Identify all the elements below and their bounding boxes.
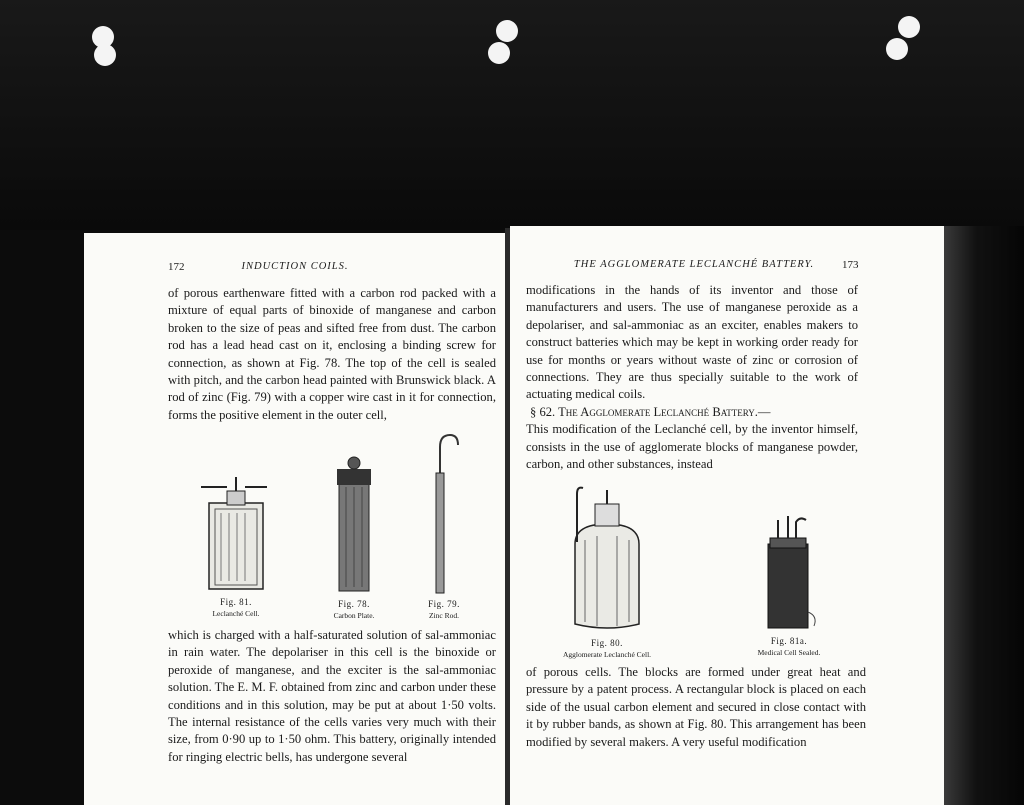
agglomerate-cell-illustration: [565, 484, 649, 634]
figure-subcaption: Medical Cell Sealed.: [757, 648, 821, 657]
figure-79: [414, 433, 474, 620]
pin-mark: [488, 42, 510, 64]
left-page-header: [84, 261, 506, 279]
left-paragraph-bottom: which is charged with a half-saturated solution of sal-ammoniac in rain water. The depolariser in this cell is the binoxide or peroxide of manganese, and the exciter is the sal-ammoniac solution. The E. M. F. obtained from zinc and carbon under these conditions and in this solution, may be put at about 1·50 volts. The internal resistance of the cells varies very much with their size, from 0·90 up to 1·50 ohm. This battery, originally intended for ringing electric bells, has undergone several: [168, 628, 496, 764]
running-head: THE AGGLOMERATE LECLANCHÉ BATTERY.: [573, 259, 815, 270]
pin-mark: [496, 20, 518, 42]
right-page-header: [510, 259, 944, 277]
figure-subcaption: Zinc Rod.: [429, 611, 459, 620]
figure-81a: [734, 512, 844, 657]
scan-edge: [944, 226, 1024, 805]
left-paragraph-top: of porous earthenware fitted with a carbon rod packed with a mixture of equal parts of binoxide of manganese and carbon broken to the size of peas and sifted free from dust. The carbon rod has a lead head cast on it, enclosing a binding screw for connection, as shown at Fig. 78. The top of the cell is sealed with pitch, and the carbon head painted with Brunswick black. A rod of zinc (Fig. 79) with a copper wire cast in it for connection, forms the positive element in the outer cell,: [168, 286, 496, 422]
figure-caption: Fig. 78.: [338, 599, 370, 609]
page-number: 172: [168, 261, 185, 273]
figure-caption: Fig. 79.: [428, 599, 460, 609]
running-head: INDUCTION COILS.: [241, 261, 349, 272]
figure-subcaption: Leclanché Cell.: [212, 609, 260, 618]
figure-subcaption: Agglomerate Leclanché Cell.: [562, 650, 652, 659]
figure-78: [314, 455, 394, 620]
leclanche-cell-illustration: [201, 473, 271, 593]
right-paragraph-bottom: of porous cells. The blocks are formed under great heat and pressure by a patent process. A rectangular block is placed on each side of the usual carbon element and secured in close contact with it by rubber bands, as shown at Fig. 80. This arrangement has been modified by several makers. A very useful modification: [526, 665, 866, 749]
medical-cell-illustration: [754, 512, 824, 632]
right-paragraph-top: modifications in the hands of its inventor and those of manufacturers and users. The use of manganese peroxide as a depolariser, and sal-ammoniac as an exciter, enables makers to construct batteries which may be kept in working order ready for use for months or years without waste of zinc or corrosion of connections. They are thus specially suitable to the work of actuating medical coils. § 62. The Agglomerate Leclanché Battery.— This modification of the Leclanché cell, by the inventor himself, consists in the use of agglomerate blocks of manganese powder, carbon, and other substances, instead: [526, 283, 858, 472]
figure-81: [196, 473, 276, 618]
left-page: [84, 233, 506, 805]
pin-mark: [94, 44, 116, 66]
zinc-rod-illustration: [424, 433, 464, 595]
carbon-plate-illustration: [329, 455, 379, 595]
figure-subcaption: Carbon Plate.: [333, 611, 375, 620]
figure-80: [552, 484, 662, 659]
section-heading: § 62. The Agglomerate Leclanché Battery.—: [530, 404, 771, 419]
pin-mark: [886, 38, 908, 60]
figure-caption: Fig. 81a.: [770, 636, 808, 646]
figure-caption: Fig. 81.: [220, 597, 252, 607]
pin-mark: [898, 16, 920, 38]
page-number: 173: [842, 259, 859, 271]
right-page: [510, 226, 944, 805]
figure-caption: Fig. 80.: [591, 638, 623, 648]
